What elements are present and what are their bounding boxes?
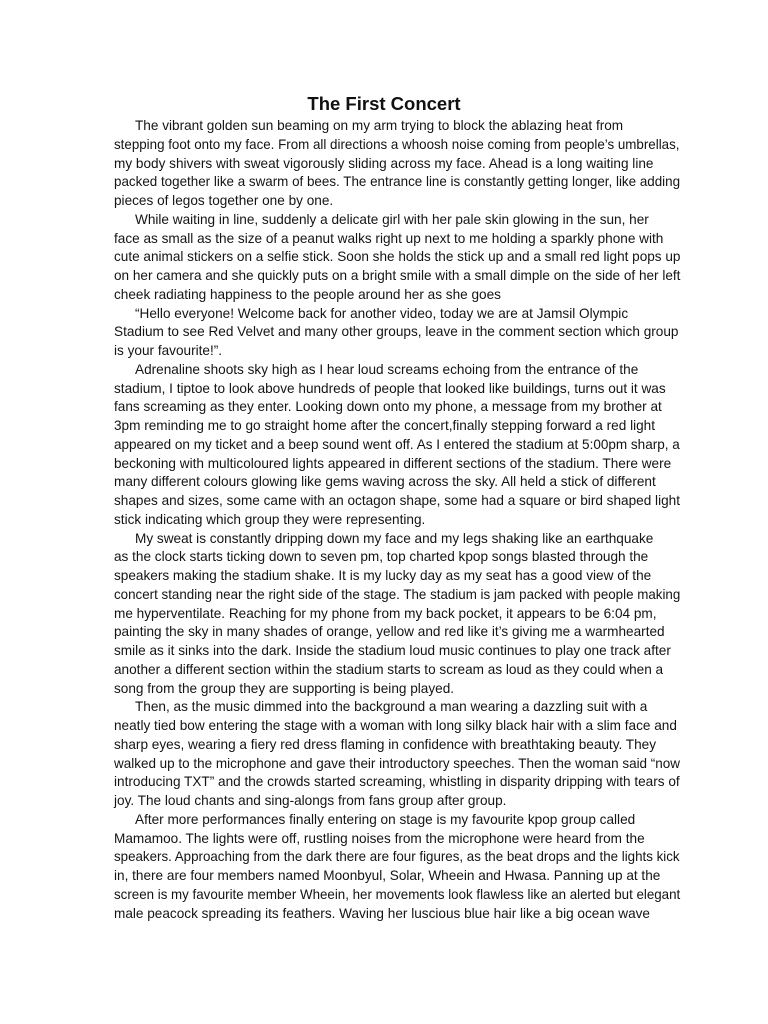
text-line: After more performances finally entering on stage is my favourite kpop group called (135, 811, 636, 827)
text-line: shapes and sizes, some came with an octagon shape, some had a square or bird shaped light (114, 493, 680, 508)
text-line: another a different section within the stadium starts to scream as loud as they could when a (114, 661, 664, 677)
text-line: While waiting in line, suddenly a delicate girl with her pale skin glowing in the sun, her (135, 211, 649, 227)
text-line: cheek radiating happiness to the people around her as she goes (114, 286, 501, 302)
text-line: Then, as the music dimmed into the background a man wearing a dazzling suit with a (135, 699, 648, 715)
document-body (114, 117, 680, 923)
text-line: Adrenaline shoots sky high as I hear loud screams echoing from the entrance of the (135, 361, 639, 377)
text-line: speakers. Approaching from the dark there are four figures, as the beat drops and the lights kick (114, 849, 680, 865)
text-line: screen is my favourite member Wheein, her movements look flawless like an alerted but elegant (114, 886, 681, 902)
text-line: 3pm reminding me to go straight home after the concert,finally stepping forward a red light (114, 418, 656, 433)
text-line: on her camera and she quickly puts on a bright smile with a small dimple on the side of her left (114, 268, 681, 283)
text-line: introducing TXT” and the crowds started screaming, whistling in disparity dripping with tears of (114, 774, 680, 790)
text-line: speakers making the stadium shake. It is my lucky day as my seat has a good view of the (114, 568, 652, 583)
text-line: appeared on my ticket and a beep sound went off. As I entered the stadium at 5:00pm sharp, a (114, 436, 680, 452)
text-line: Stadium to see Red Velvet and many other groups, leave in the comment section which group (114, 324, 679, 340)
text-line: sharp eyes, wearing a fiery red dress flaming in confidence with breathtaking beauty. They (114, 736, 657, 752)
text-line: many different colours glowing like gems waving across the sky. All held a stick of different (114, 474, 656, 490)
text-line: beckoning with multicoloured lights appeared in different sections of the stadium. There were (114, 455, 672, 471)
text-line: stick indicating which group they were representing. (114, 511, 426, 527)
text-line: walked up to the microphone and gave their introductory speeches. Then the woman said “now (114, 755, 681, 771)
text-line: My sweat is constantly dripping down my face and my legs shaking like an earthquake (135, 530, 654, 546)
text-line: song from the group they are supporting is being played. (114, 680, 455, 696)
document-title: The First Concert (307, 93, 461, 114)
text-line: joy. The loud chants and sing-alongs from fans group after group. (114, 793, 507, 808)
text-line: as the clock starts ticking down to seven pm, top charted kpop songs blasted through the (114, 549, 649, 565)
text-line: painting the sky in many shades of orange, yellow and red like it’s giving me a warmhearted (114, 624, 665, 640)
text-line: smile as it sinks into the dark. Inside the stadium loud music continues to play one track after (114, 643, 671, 658)
text-line: me hyperventilate. Reaching for my phone from my back pocket, it appears to be 6:04 pm, (114, 605, 657, 621)
text-line: stadium, I tiptoe to look above hundreds of people that looked like buildings, turns out it was (114, 380, 666, 396)
text-line: stepping foot onto my face. From all directions a whoosh noise coming from people’s umbrellas, (114, 136, 680, 152)
text-line: The vibrant golden sun beaming on my arm trying to block the ablazing heat from (135, 118, 624, 133)
text-line: cute animal stickers on a selfie stick. Soon she holds the stick up and a small red light pops up (114, 249, 681, 265)
text-line: Mamamoo. The lights were off, rustling noises from the microphone were heard from the (114, 830, 645, 846)
text-line: pieces of legos together one by one. (114, 193, 334, 208)
text-line: “Hello everyone! Welcome back for another video, today we are at Jamsil Olympic (135, 305, 629, 321)
text-line: male peacock spreading its feathers. Waving her luscious blue hair like a big ocean wave (114, 905, 650, 921)
text-line: neatly tied bow entering the stage with a woman with long silky black hair with a slim face and (114, 718, 677, 733)
text-line: is your favourite!”. (114, 343, 223, 358)
text-line: packed together like a swarm of bees. The entrance line is constantly getting longer, like adding (114, 174, 681, 190)
text-line: in, there are four members named Moonbyul, Solar, Wheein and Hwasa. Panning up at the (114, 868, 661, 883)
text-line: my body shivers with sweat vigorously sliding across my face. Ahead is a long waiting line (114, 155, 654, 171)
text-line: concert standing near the right side of the stage. The stadium is jam packed with people making (114, 586, 681, 602)
text-line: fans screaming as they enter. Looking down onto my phone, a message from my brother at (114, 399, 662, 415)
text-line: face as small as the size of a peanut walks right up next to me holding a sparkly phone with (114, 230, 664, 246)
